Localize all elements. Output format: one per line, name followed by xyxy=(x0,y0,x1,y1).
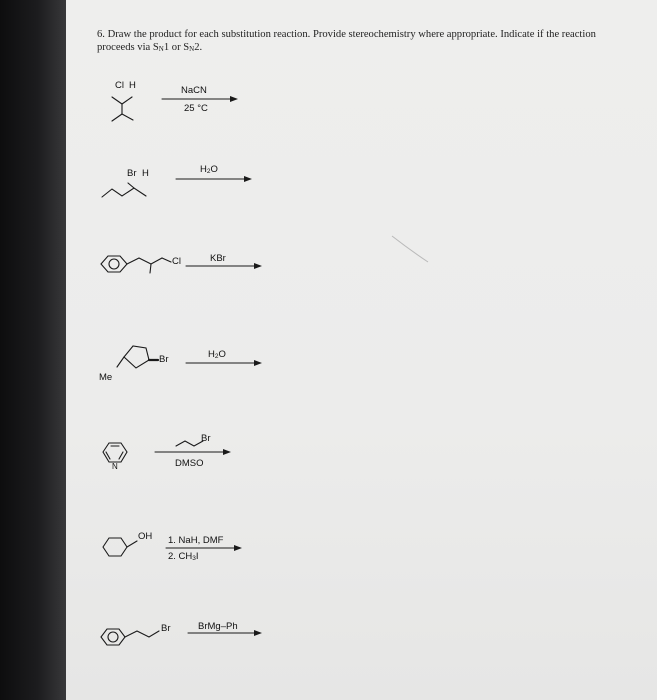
r7-reagent: BrMg–Ph xyxy=(198,621,238,632)
r5-reagent-below: DMSO xyxy=(175,458,204,469)
reaction-1-substrate xyxy=(112,97,133,121)
r6-sub: OH xyxy=(138,531,153,542)
r5-heteroatom: N xyxy=(112,462,118,471)
r3-reagent: KBr xyxy=(210,253,226,264)
question-instructions: 6. Draw the product for each substitution reaction. Provide stereochemistry where appropriate. Indicate if the reaction proceeds via $S_N1$ or $S_N2$. xyxy=(97,29,596,53)
reaction-3-substrate xyxy=(101,256,171,273)
r4-sub-br: Br xyxy=(159,354,169,365)
reaction-7-substrate xyxy=(101,629,159,645)
r4-reagent: $H_2O$ xyxy=(208,349,226,360)
r6-step-2: 2. $CH_3I$ xyxy=(168,551,199,562)
reaction-5-substrate xyxy=(103,443,127,462)
stray-mark xyxy=(392,236,428,262)
r3-sub: Cl xyxy=(172,256,181,267)
r1-sub-2: H xyxy=(129,80,136,91)
r5-reagent-above: Br xyxy=(201,433,211,444)
r2-sub-2: H xyxy=(142,168,149,179)
r1-sub-1: Cl xyxy=(115,80,124,91)
reaction-6-substrate xyxy=(103,538,137,556)
r2-sub-1: Br xyxy=(127,168,137,179)
reaction-2-substrate xyxy=(102,183,146,197)
r7-sub: Br xyxy=(161,623,171,634)
reaction-4-substrate xyxy=(117,346,158,368)
r1-reagent: NaCN xyxy=(181,85,207,96)
r1-condition: 25 °C xyxy=(184,103,208,114)
r6-step-1: 1. NaH, DMF xyxy=(168,535,224,546)
r2-reagent: $H_2O$ xyxy=(200,164,218,175)
arrow-heads xyxy=(223,96,262,636)
r4-sub-me: Me xyxy=(99,372,113,383)
